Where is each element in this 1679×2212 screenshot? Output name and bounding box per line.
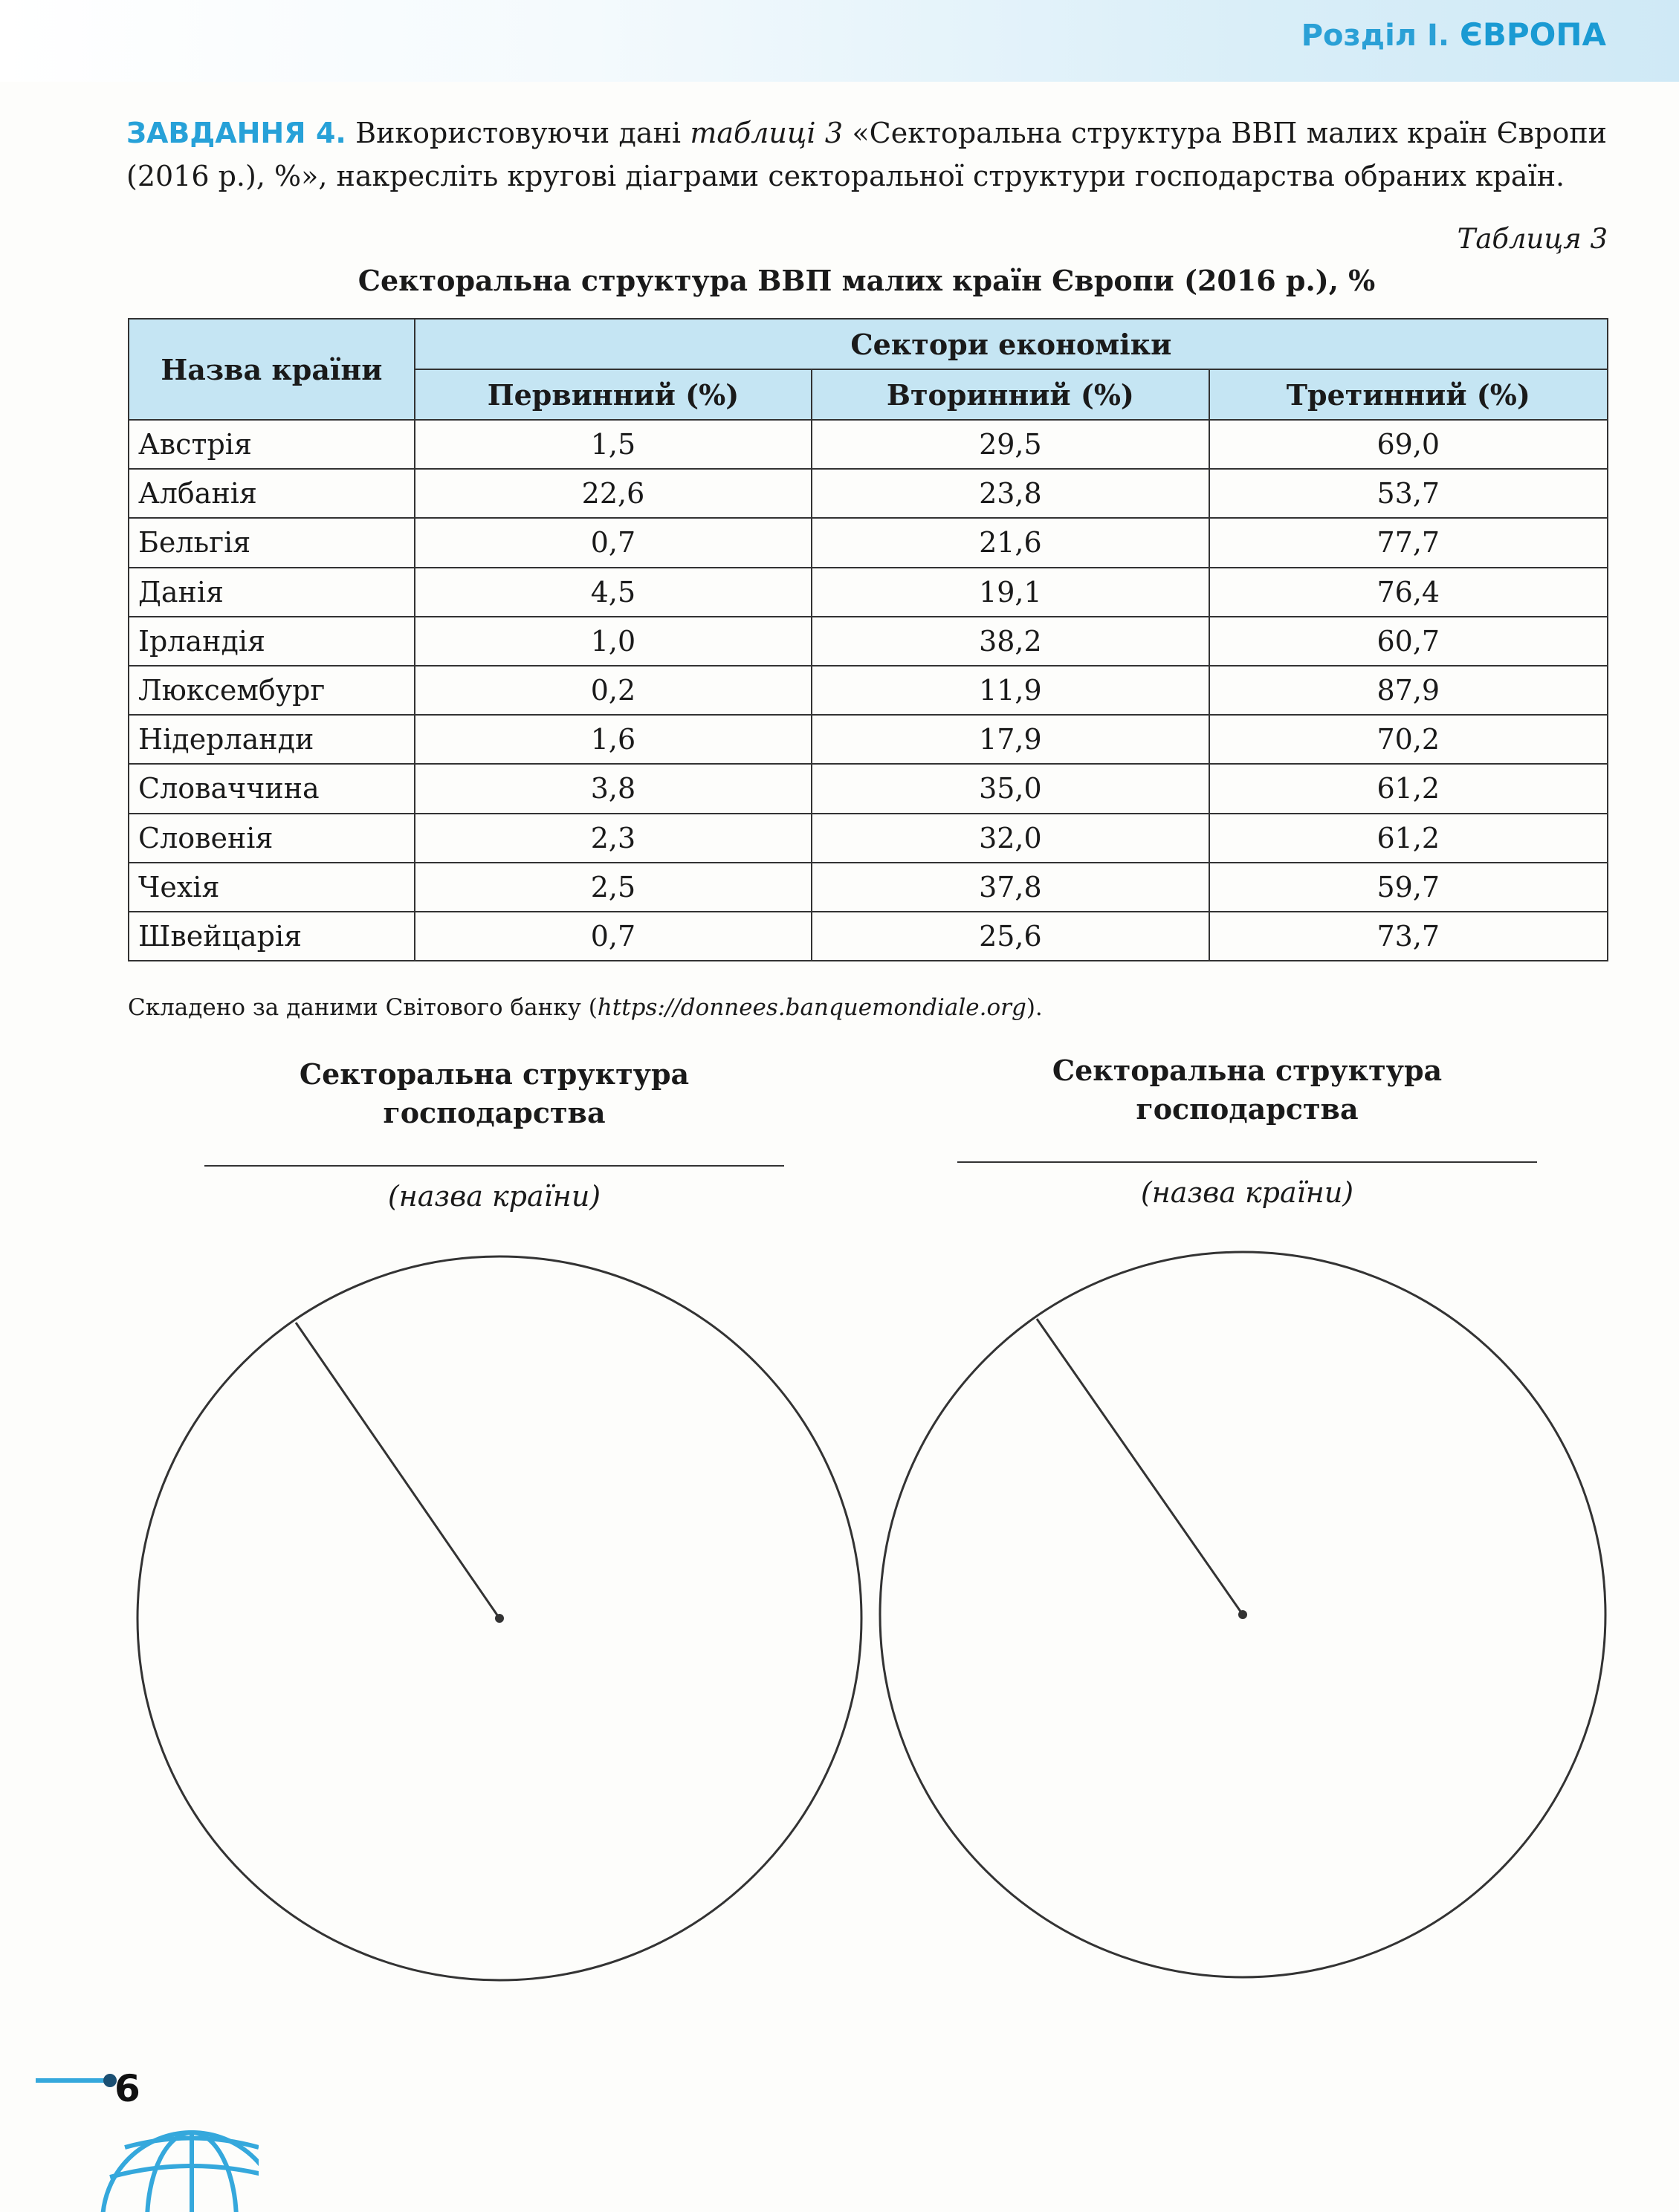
- cell-country: Албанія: [129, 469, 415, 518]
- cell-tertiary: 61,2: [1209, 764, 1608, 813]
- cell-secondary: 21,6: [812, 518, 1209, 567]
- cell-tertiary: 69,0: [1209, 420, 1608, 469]
- cell-country: Ірландія: [129, 617, 415, 666]
- header-sectors: Сектори економіки: [415, 319, 1608, 369]
- page-number: 6: [114, 2067, 140, 2110]
- cell-primary: 22,6: [415, 469, 812, 518]
- task-text-2: «Секторальна структура ВВП малих країн Європи (2016 р.), %», накресліть кругові діаграми секторальної структури господарства обраних країн.: [126, 117, 1607, 192]
- cell-tertiary: 73,7: [1209, 912, 1608, 961]
- chart-right-title-2: господарства: [1136, 1092, 1359, 1126]
- cell-country: Люксембург: [129, 666, 415, 715]
- cell-primary: 0,7: [415, 912, 812, 961]
- cell-country: Чехія: [129, 863, 415, 912]
- cell-country: Бельгія: [129, 518, 415, 567]
- cell-tertiary: 60,7: [1209, 617, 1608, 666]
- chart-left-title-2: господарства: [383, 1096, 606, 1129]
- cell-secondary: 38,2: [812, 617, 1209, 666]
- pie-center-left: [495, 1614, 504, 1623]
- cell-primary: 3,8: [415, 764, 812, 813]
- pie-center-right: [1238, 1610, 1247, 1619]
- task-label: ЗАВДАННЯ 4.: [126, 117, 346, 149]
- chart-right-title-1: Секторальна структура: [1052, 1054, 1443, 1087]
- cell-tertiary: 61,2: [1209, 814, 1608, 863]
- cell-country: Словенія: [129, 814, 415, 863]
- pie-radius-left: [296, 1323, 499, 1618]
- cell-country: Словаччина: [129, 764, 415, 813]
- pie-blank-left[interactable]: [138, 1256, 861, 1980]
- cell-tertiary: 77,7: [1209, 518, 1608, 567]
- cell-tertiary: 59,7: [1209, 863, 1608, 912]
- chart-left-country-caption: (назва країни): [387, 1180, 601, 1213]
- header-primary: Первинний (%): [415, 369, 812, 420]
- cell-primary: 4,5: [415, 568, 812, 617]
- chapter-prefix: Розділ I.: [1301, 19, 1450, 53]
- table-title: Секторальна структура ВВП малих країн Європи (2016 р.), %: [358, 264, 1376, 297]
- cell-tertiary: 76,4: [1209, 568, 1608, 617]
- chart-left-title-1: Секторальна структура: [299, 1057, 690, 1091]
- cell-tertiary: 53,7: [1209, 469, 1608, 518]
- cell-secondary: 11,9: [812, 666, 1209, 715]
- cell-primary: 1,0: [415, 617, 812, 666]
- pie-radius-right: [1037, 1319, 1243, 1615]
- cell-secondary: 29,5: [812, 420, 1209, 469]
- chart-right-country-caption: (назва країни): [1140, 1176, 1354, 1209]
- cell-country: Нідерланди: [129, 715, 415, 764]
- cell-country: Данія: [129, 568, 415, 617]
- cell-secondary: 23,8: [812, 469, 1209, 518]
- cell-tertiary: 70,2: [1209, 715, 1608, 764]
- pie-blank-right[interactable]: [880, 1252, 1605, 1977]
- header-tertiary: Третинний (%): [1209, 369, 1608, 420]
- cell-secondary: 32,0: [812, 814, 1209, 863]
- cell-secondary: 35,0: [812, 764, 1209, 813]
- task-text-1: Використовуючи дані: [355, 117, 682, 149]
- cell-primary: 0,7: [415, 518, 812, 567]
- header-secondary: Вторинний (%): [812, 369, 1209, 420]
- task-text-italic: таблиці 3: [690, 117, 844, 149]
- cell-country: Австрія: [129, 420, 415, 469]
- cell-primary: 0,2: [415, 666, 812, 715]
- cell-country: Швейцарія: [129, 912, 415, 961]
- table-number: Таблиця 3: [1457, 223, 1608, 255]
- source-prefix: Складено за даними Світового банку (: [128, 994, 598, 1021]
- cell-primary: 2,3: [415, 814, 812, 863]
- cell-secondary: 17,9: [812, 715, 1209, 764]
- cell-secondary: 25,6: [812, 912, 1209, 961]
- chapter-name: ЄВРОПА: [1460, 16, 1606, 53]
- cell-primary: 1,5: [415, 420, 812, 469]
- cell-secondary: 37,8: [812, 863, 1209, 912]
- globe-icon: [36, 2051, 259, 2212]
- cell-primary: 1,6: [415, 715, 812, 764]
- source-url: https://donnees.banquemondiale.org: [597, 994, 1026, 1021]
- source-suffix: ).: [1026, 994, 1043, 1021]
- cell-tertiary: 87,9: [1209, 666, 1608, 715]
- cell-primary: 2,5: [415, 863, 812, 912]
- cell-secondary: 19,1: [812, 568, 1209, 617]
- header-country: Назва країни: [129, 319, 415, 420]
